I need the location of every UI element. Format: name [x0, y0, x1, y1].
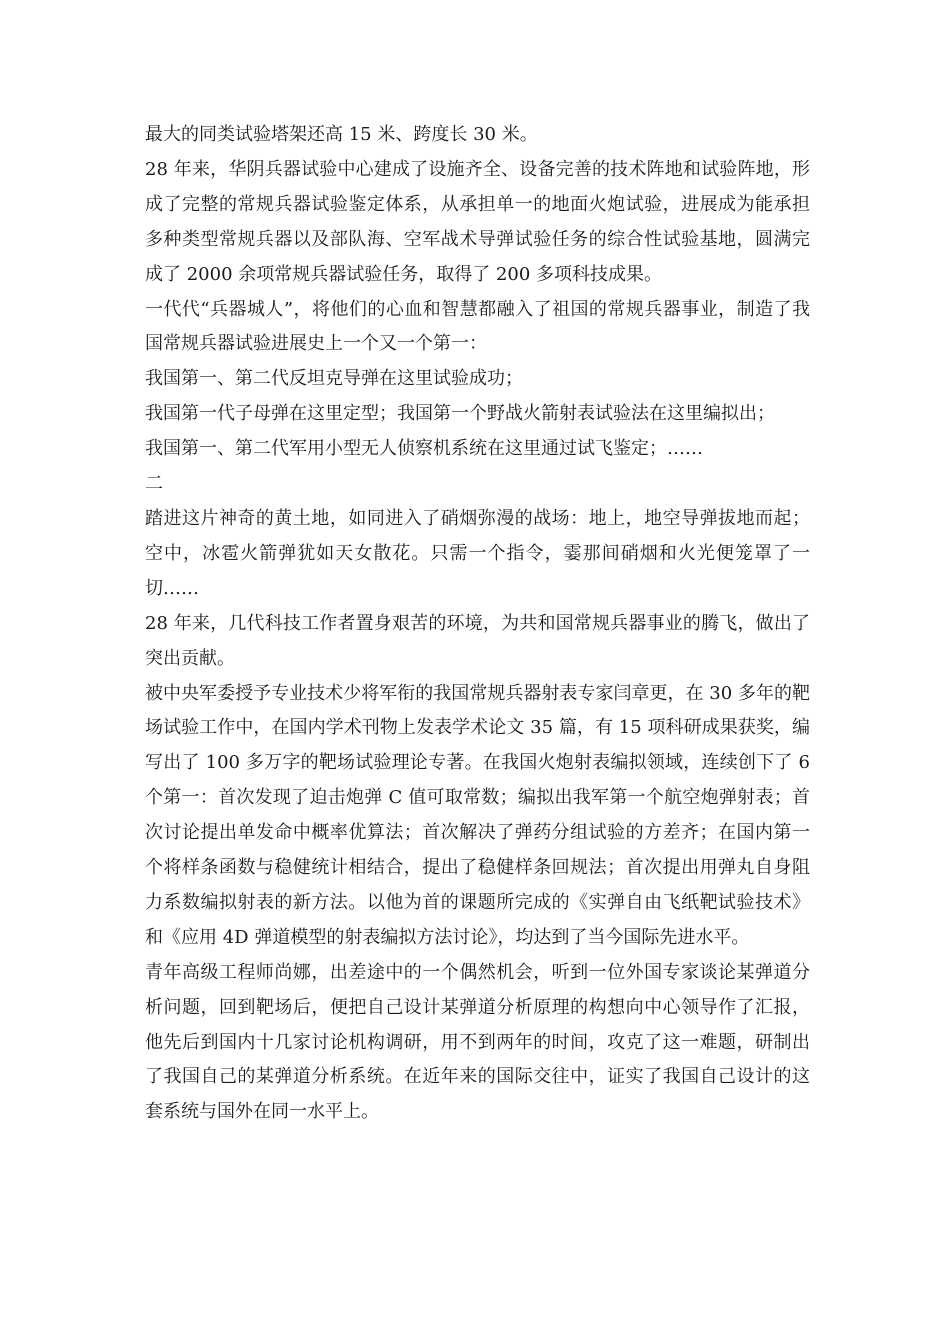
paragraph: 被中央军委授予专业技术少将军衔的我国常规兵器射表专家闫章更，在 30 多年的靶场试验工作中，在国内学术刊物上发表学术论文 35 篇，有 15 项科研成果获奖，编写出了 100 多万字的靶场试验理论专著。在我国火炮射表编拟领域，连续创下了 6 个第一：首次发现了迫击炮弹 C 值可取常数；编拟出我军第一个航空炮弹射表；首次讨论提出单发命中概率优算法；首次解决了弹药分组试验的方差齐；在国内第一个将样条函数与稳健统计相结合，提出了稳健样条回规法；首次提出用弹丸自身阻力系数编拟射表的新方法。以他为首的课题所完成的《实弹自由飞纸靶试验技术》和《应用 4D 弹道模型的射表编拟方法讨论》，均达到了当今国际先进水平。 — [145, 682, 810, 948]
paragraph: 青年高级工程师尚娜，出差途中的一个偶然机会，听到一位外国专家谈论某弹道分析问题，回到靶场后，便把自己设计某弹道分析原理的构想向中心领导作了汇报，他先后到国内十几家讨论机构调研，用不到两年的时间，攻克了这一难题，研制出了我国自己的某弹道分析系统。在近年来的国际交往中，证实了我国自己设计的这套系统与国外在同一水平上。 — [145, 961, 810, 1123]
paragraph: 我国第一代子母弹在这里定型；我国第一个野战火箭射表试验法在这里编拟出； — [145, 403, 775, 425]
section-number: 二 — [145, 473, 163, 495]
document-body — [145, 118, 810, 1130]
paragraph: 我国第一、第二代军用小型无人侦察机系统在这里通过试飞鉴定；…… — [145, 438, 703, 460]
paragraph: 28 年来，华阴兵器试验中心建成了设施齐全、设备完善的技术阵地和试验阵地，形成了完整的常规兵器试验鉴定体系，从承担单一的地面火炮试验，进展成为能承担多种类型常规兵器以及部队海、空军战术导弹试验任务的综合性试验基地，圆满完成了 2000 余项常规兵器试验任务，取得了 200 多项科技成果。 — [145, 158, 810, 285]
paragraph: 我国第一、第二代反坦克导弹在这里试验成功； — [145, 368, 523, 390]
paragraph: 踏进这片神奇的黄土地，如同进入了硝烟弥漫的战场：地上，地空导弹拔地而起；空中，冰雹火箭弹犹如天女散花。只需一个指令，霎那间硝烟和火光便笼罩了一切…… — [145, 507, 810, 599]
paragraph: 28 年来，几代科技工作者置身艰苦的环境，为共和国常规兵器事业的腾飞，做出了突出贡献。 — [145, 612, 810, 669]
paragraph: 最大的同类试验塔架还高 15 米、跨度长 30 米。 — [145, 124, 538, 145]
paragraph: 一代代“兵器城人”，将他们的心血和智慧都融入了祖国的常规兵器事业，制造了我国常规兵器试验进展史上一个又一个第一： — [145, 298, 810, 355]
